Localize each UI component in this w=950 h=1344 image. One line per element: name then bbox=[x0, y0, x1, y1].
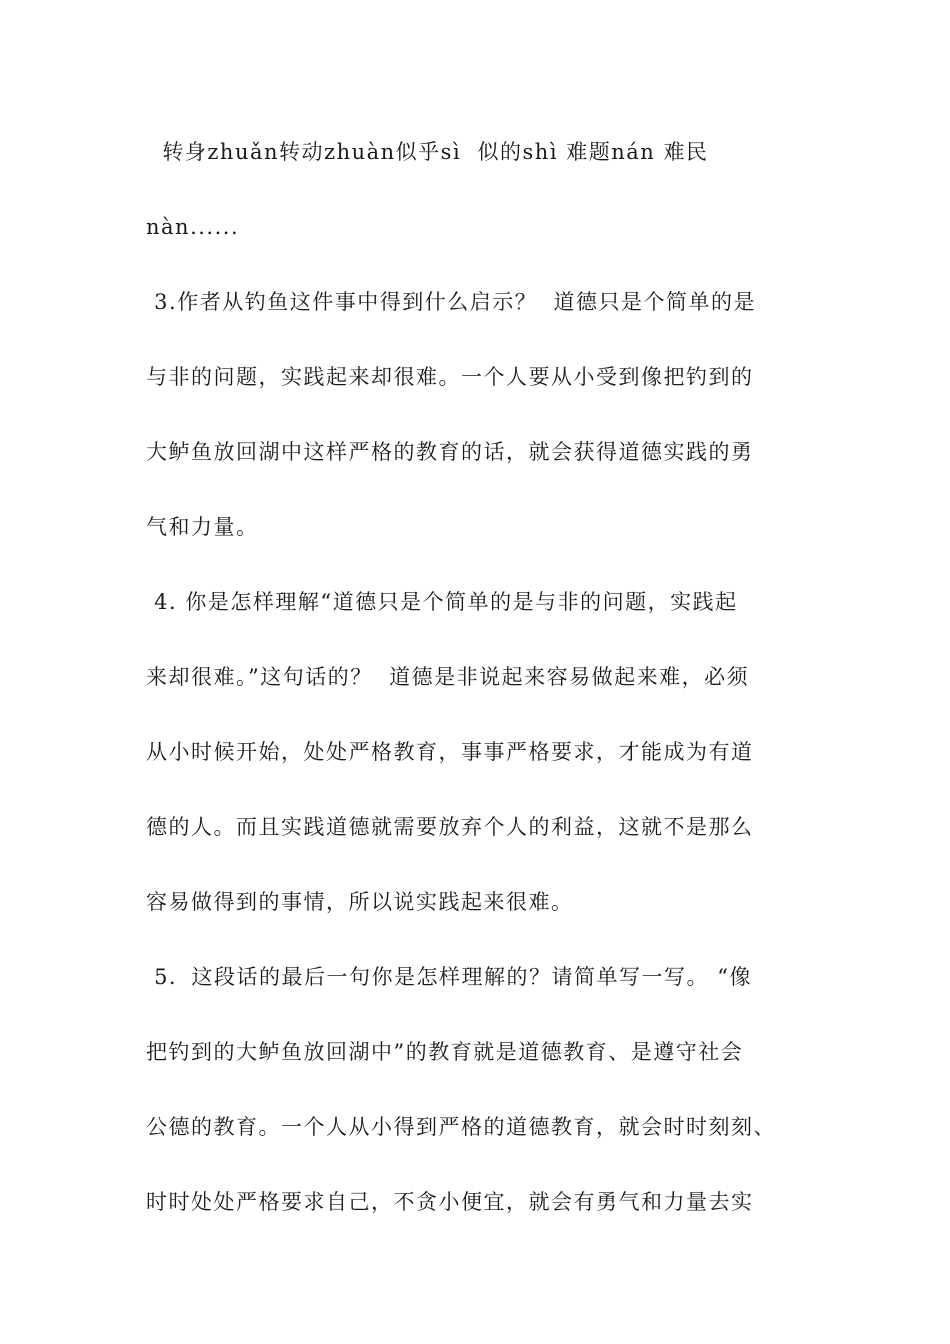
text-line: 大鲈鱼放回湖中这样严格的教育的话，就会获得道德实践的勇 bbox=[146, 440, 754, 464]
question-4-line: 4. 你是怎样理解“道德只是个简单的是与非的问题，实践起 bbox=[146, 590, 738, 614]
question-5-line: 5．这段话的最后一句你是怎样理解的？请简单写一写。 “像 bbox=[146, 965, 752, 989]
text-line: nàn...... bbox=[146, 215, 240, 239]
text-line: 公德的教育。一个人从小得到严格的道德教育，就会时时刻刻、 bbox=[146, 1115, 776, 1139]
text-line: 容易做得到的事情，所以说实践起来很难。 bbox=[146, 890, 574, 914]
question-3-line: 3.作者从钓鱼这件事中得到什么启示？ 道德只是个简单的是 bbox=[146, 290, 757, 314]
text-line: 时时处处严格要求自己，不贪小便宜，就会有勇气和力量去实 bbox=[146, 1190, 754, 1214]
text-line: 从小时候开始，处处严格教育，事事严格要求，才能成为有道 bbox=[146, 740, 754, 764]
text-line: 转身zhuǎn转动zhuàn似乎sì 似的shì 难题nán 难民 bbox=[146, 140, 709, 164]
text-line: 与非的问题，实践起来却很难。一个人要从小受到像把钓到的 bbox=[146, 365, 754, 389]
text-line: 来却很难。”这句话的？ 道德是非说起来容易做起来难，必须 bbox=[146, 665, 750, 689]
text-line: 德的人。而且实践道德就需要放弃个人的利益，这就不是那么 bbox=[146, 815, 754, 839]
text-line: 把钓到的大鲈鱼放回湖中”的教育就是道德教育、是遵守社会 bbox=[146, 1040, 744, 1064]
text-line: 气和力量。 bbox=[146, 515, 259, 539]
